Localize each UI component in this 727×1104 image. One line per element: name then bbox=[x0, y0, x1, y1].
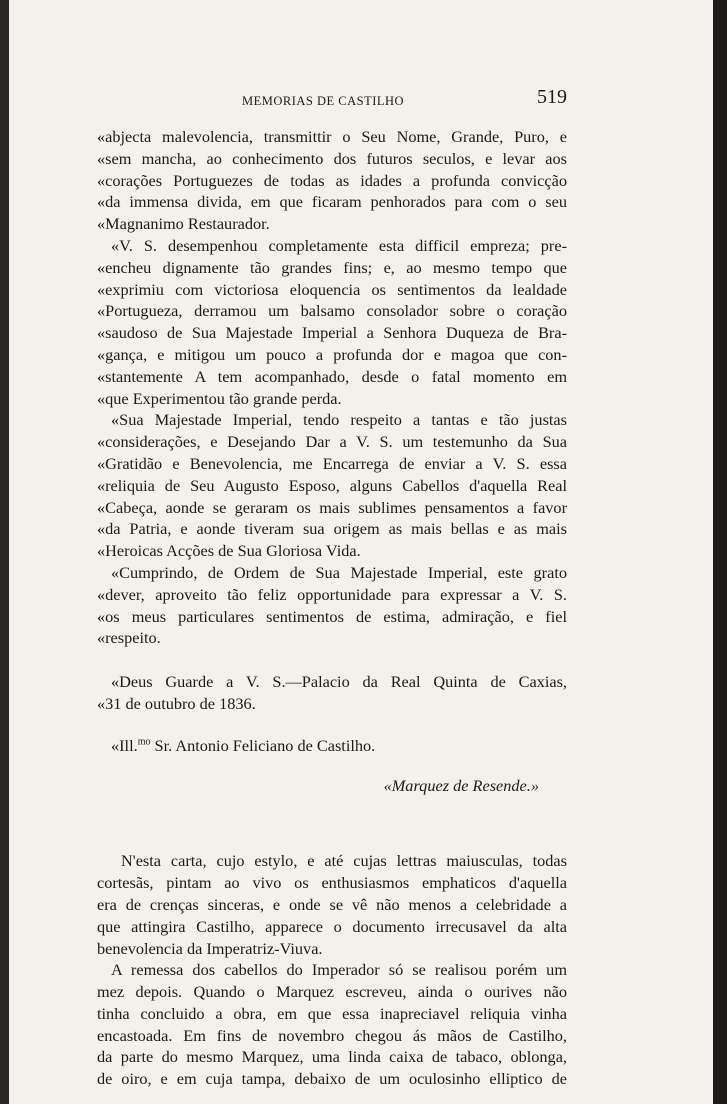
narrative-paragraph-2 bbox=[97, 959, 567, 1090]
letter-paragraph-4 bbox=[97, 562, 567, 649]
text-line: que attingira Castilho, apparece o documento irrecusavel da alta bbox=[97, 916, 567, 936]
text-line: «Magnanimo Restaurador. bbox=[97, 214, 270, 234]
text-line: tinha concluido a obra, em que essa inapreciavel reliquia vinha bbox=[97, 1003, 567, 1023]
text-line: da parte do mesmo Marquez, uma linda caixa de tabaco, oblonga, bbox=[97, 1047, 567, 1067]
letter-addressee bbox=[97, 735, 567, 757]
letter-paragraph-2 bbox=[97, 235, 567, 409]
text-line: «corações Portuguezes de todas as idades a profunda convicção bbox=[97, 170, 567, 190]
text-line: A remessa dos cabellos do Imperador só se realisou porém um bbox=[111, 960, 567, 980]
text-line: «dever, aproveito tão feliz opportunidade para expressar a V. S. bbox=[97, 584, 567, 604]
text-line: «Heroicas Acções de Sua Gloriosa Vida. bbox=[97, 541, 361, 561]
addressee-superscript: mo bbox=[137, 736, 151, 748]
text-line: «os meus particulares sentimentos de estima, admiração, e fiel bbox=[97, 606, 567, 626]
text-line: era de crenças sinceras, e onde se vê não menos a celebridade a bbox=[97, 894, 567, 914]
text-line: de oiro, e em cuja tampa, debaixo de um oculosinho elliptico de bbox=[97, 1069, 567, 1089]
text-line: mez depois. Quando o Marquez escreveu, ainda o ourives não bbox=[97, 982, 567, 1002]
text-line: «reliquia de Seu Augusto Esposo, alguns Cabellos d'aquella Real bbox=[97, 475, 567, 495]
text-line: «exprimiu com victoriosa eloquencia os sentimentos da lealdade bbox=[97, 279, 567, 299]
text-line: «saudoso de Sua Majestade Imperial a Senhora Duqueza de Bra- bbox=[97, 323, 567, 343]
letter-paragraph-3 bbox=[97, 409, 567, 562]
addressee-prefix: «Ill. bbox=[111, 735, 138, 755]
text-line: «que Experimentou tão grande perda. bbox=[97, 388, 342, 408]
letter-paragraph-1 bbox=[97, 126, 567, 235]
text-line: «considerações, e Desejando Dar a V. S. um testemunho da Sua bbox=[97, 432, 567, 452]
text-line: «abjecta malevolencia, transmittir o Seu Nome, Grande, Puro, e bbox=[97, 127, 567, 146]
text-line: «stantemente A tem acompanhado, desde o fatal momento em bbox=[97, 366, 567, 386]
text-line: «respeito. bbox=[97, 628, 161, 648]
text-line: benevolencia da Imperatriz-Viuva. bbox=[97, 938, 323, 958]
text-line: «Cabeça, aonde se geraram os mais sublimes pensamentos a favor bbox=[97, 497, 567, 517]
text-line: «Gratidão e Benevolencia, me Encarrega de enviar a V. S. essa bbox=[97, 453, 567, 473]
text-line: encastoada. Em fins de novembro chegou ás mãos de Castilho, bbox=[97, 1025, 567, 1045]
page-body bbox=[97, 126, 567, 1090]
text-line: «Sua Majestade Imperial, tendo respeito a tantas e tão justas bbox=[111, 410, 567, 430]
scan-edge-right bbox=[713, 0, 727, 1104]
text-line: «da Patria, e aonde tiveram sua origem as mais bellas e as mais bbox=[97, 519, 567, 539]
letter-signature: «Marquez de Resende.» bbox=[383, 775, 539, 795]
page-header bbox=[97, 86, 567, 116]
text-line: «31 de outubro de 1836. bbox=[97, 693, 256, 713]
text-line: cortesãs, pintam ao vivo os enthusiasmos emphaticos d'aquella bbox=[97, 873, 567, 893]
letter-closing bbox=[97, 671, 567, 715]
text-line: «encheu dignamente tão grandes fins; e, ao mesmo tempo que bbox=[97, 257, 567, 277]
addressee-name: Sr. Antonio Feliciano de Castilho. bbox=[150, 735, 376, 755]
book-page bbox=[97, 86, 567, 1090]
page-number: 519 bbox=[537, 86, 567, 108]
scan-edge-left bbox=[0, 0, 9, 1104]
text-line: «Portugueza, derramou um balsamo consolador sobre o coração bbox=[97, 301, 567, 321]
text-line: «Deus Guarde a V. S.—Palacio da Real Quinta de Caxias, bbox=[111, 672, 567, 692]
text-line: «Cumprindo, de Ordem de Sua Majestade Imperial, este grato bbox=[111, 562, 567, 582]
text-line: «gança, e mitigou um pouco a profunda dor e magoa que con- bbox=[97, 344, 567, 364]
narrative-paragraph-1 bbox=[97, 850, 567, 959]
text-line: «sem mancha, ao conhecimento dos futuros seculos, e levar aos bbox=[97, 148, 567, 168]
text-line: N'esta carta, cujo estylo, e até cujas lettras maiusculas, todas bbox=[121, 851, 567, 871]
text-line: «V. S. desempenhou completamente esta difficil empreza; pre- bbox=[111, 235, 567, 255]
text-line: «da immensa divida, em que ficaram penhorados para com o seu bbox=[97, 192, 567, 212]
running-head: MEMORIAS DE CASTILHO bbox=[242, 94, 405, 108]
